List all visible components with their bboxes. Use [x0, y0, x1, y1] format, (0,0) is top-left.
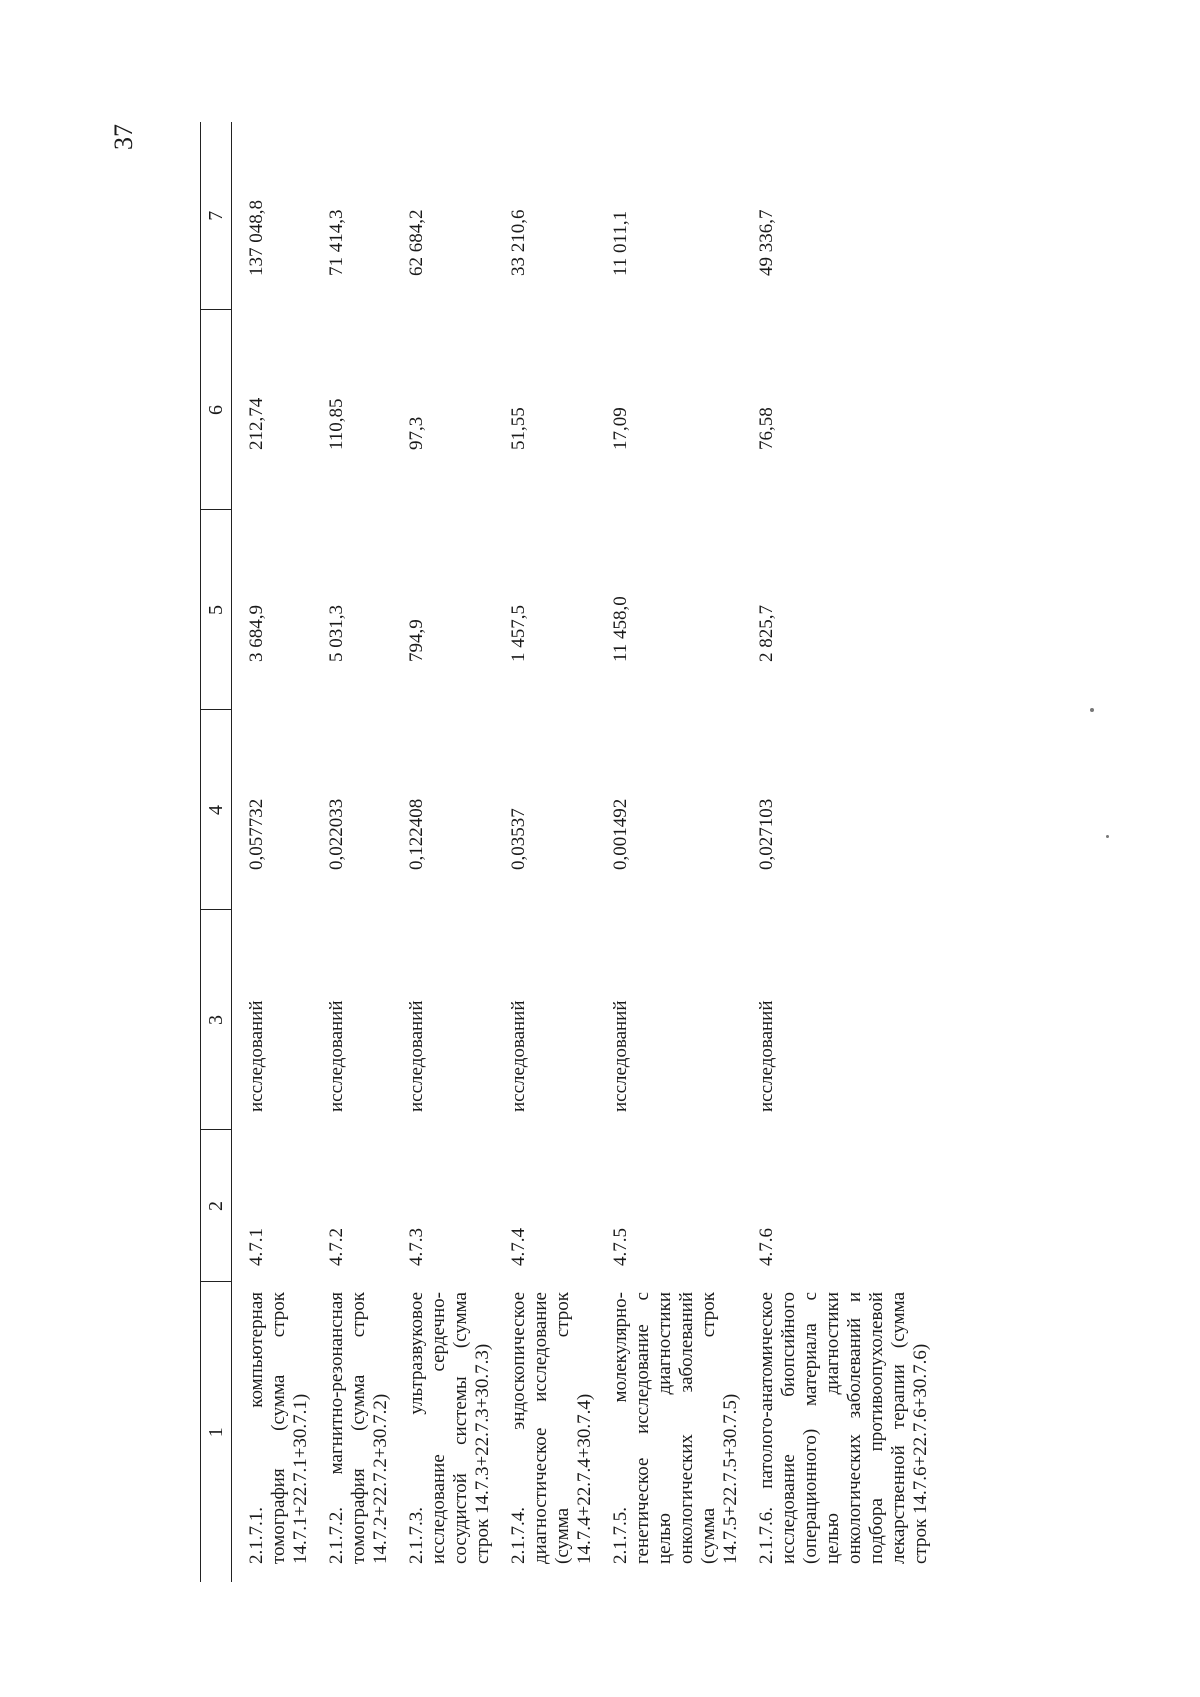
table-row	[756, 122, 946, 1582]
row-name-cell: 2.1.7.3. ультразвуковое исследование сердечно-сосудистой системы (сумма строк 14.7.3+22.7.3+30.7.3)	[406, 1292, 493, 1564]
row-unit-cell: исследований	[246, 1000, 267, 1112]
table-row	[232, 122, 327, 1582]
table-row	[508, 122, 610, 1582]
row-value-cell: 137 048,8	[246, 200, 267, 276]
table-header-row	[201, 122, 232, 1582]
row-name-cell: 2.1.7.1. компьютерная томография (сумма строк 14.7.1+22.7.1+30.7.1)	[246, 1292, 311, 1564]
row-code-cell: 4.7.2	[326, 1228, 347, 1266]
row-value-cell: 0,057732	[246, 798, 267, 870]
row-value-cell: 51,55	[508, 407, 529, 450]
column-header: 5	[201, 510, 232, 710]
row-code-cell: 4.7.1	[246, 1228, 267, 1266]
table-row	[326, 122, 406, 1582]
row-value-cell: 62 684,2	[406, 209, 427, 276]
row-code-cell: 4.7.3	[406, 1228, 427, 1266]
row-value-cell: 0,027103	[756, 798, 777, 870]
row-value-cell: 5 031,3	[326, 605, 347, 662]
row-value-cell: 2 825,7	[756, 605, 777, 662]
row-value-cell: 0,03537	[508, 808, 529, 870]
row-value-cell: 0,022033	[326, 798, 347, 870]
scan-speck	[1090, 708, 1094, 712]
row-value-cell: 212,74	[246, 397, 267, 450]
row-code-cell: 4.7.4	[508, 1228, 529, 1266]
row-code-cell: 4.7.5	[610, 1228, 631, 1266]
column-header: 1	[201, 1282, 232, 1582]
row-unit-cell: исследований	[756, 1000, 777, 1112]
row-value-cell: 110,85	[326, 398, 347, 450]
row-value-cell: 71 414,3	[326, 209, 347, 276]
page-number: 37	[109, 124, 138, 150]
row-value-cell: 1 457,5	[508, 605, 529, 662]
data-table	[200, 122, 946, 1582]
column-header: 6	[201, 310, 232, 510]
row-value-cell: 97,3	[406, 416, 427, 450]
row-value-cell: 11 011,1	[610, 210, 631, 276]
row-unit-cell: исследований	[610, 1000, 631, 1112]
row-name-cell: 2.1.7.4. эндоскопическое диагностическое исследование (сумма строк 14.7.4+22.7.4+30.7.4)	[508, 1292, 595, 1564]
rotated-table-container	[200, 122, 980, 1582]
column-header: 3	[201, 910, 232, 1130]
column-header: 4	[201, 710, 232, 910]
row-unit-cell: исследований	[326, 1000, 347, 1112]
row-value-cell: 0,122408	[406, 798, 427, 870]
row-value-cell: 3 684,9	[246, 605, 267, 662]
column-header: 7	[201, 122, 232, 310]
row-name-cell: 2.1.7.6. патолого-анатомическое исследование биопсийного (операционного) материала с целью диагностики онкологических заболеваний и подбора противоопухолевой лекарственной терапии (сумма строк 14.7.6+22.7.6+30.7.6)	[756, 1292, 931, 1564]
row-unit-cell: исследований	[406, 1000, 427, 1112]
table-row	[406, 122, 508, 1582]
row-value-cell: 11 458,0	[610, 596, 631, 662]
row-value-cell: 794,9	[406, 619, 427, 662]
scan-speck	[1106, 835, 1109, 838]
column-header: 2	[201, 1130, 232, 1282]
row-value-cell: 49 336,7	[756, 209, 777, 276]
table-row	[610, 122, 756, 1582]
row-value-cell: 76,58	[756, 407, 777, 450]
row-value-cell: 0,001492	[610, 798, 631, 870]
row-name-cell: 2.1.7.5. молекулярно-генетическое исследование с целью диагностики онкологических заболеваний (сумма строк 14.7.5+22.7.5+30.7.5)	[610, 1292, 741, 1564]
row-value-cell: 33 210,6	[508, 209, 529, 276]
row-code-cell: 4.7.6	[756, 1228, 777, 1266]
row-unit-cell: исследований	[508, 1000, 529, 1112]
row-value-cell: 17,09	[610, 407, 631, 450]
row-name-cell: 2.1.7.2. магнитно-резонансная томография (сумма строк 14.7.2+22.7.2+30.7.2)	[326, 1292, 391, 1564]
